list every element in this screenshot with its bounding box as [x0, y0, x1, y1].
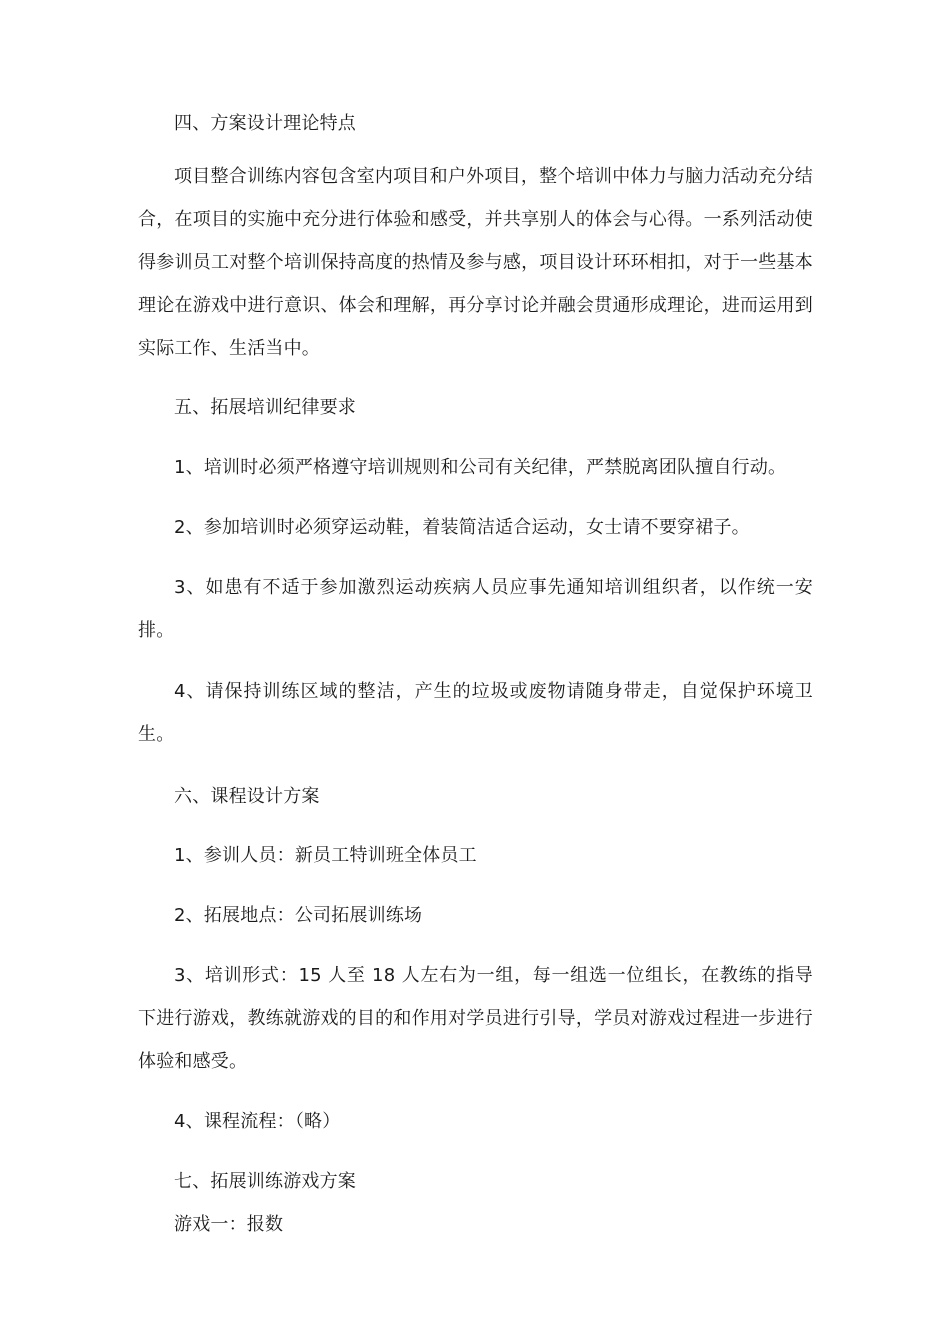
section-heading-4: 四、方案设计理论特点: [174, 113, 356, 134]
section-heading-6: 六、课程设计方案: [174, 786, 320, 807]
section-6-item-1: 1、参训人员：新员工特训班全体员工: [174, 845, 477, 866]
section-5-item-1: 1、培训时必须严格遵守培训规则和公司有关纪律，严禁脱离团队擅自行动。: [174, 457, 787, 478]
section-5-item-3: 3、如患有不适于参加激烈运动疾病人员应事先通知培训组织者，以作统一安排。: [138, 577, 813, 641]
game-1-heading: 游戏一：报数: [174, 1214, 284, 1235]
section-heading-5: 五、拓展培训纪律要求: [174, 397, 356, 418]
section-4-paragraph: 项目整合训练内容包含室内项目和户外项目，整个培训中体力与脑力活动充分结合，在项目的实施中充分进行体验和感受，并共享别人的体会与心得。一系列活动使得参训员工对整个培训保持高度的热情及参与感，项目设计环环相扣，对于一些基本理论在游戏中进行意识、体会和理解，再分享讨论并融会贯通形成理论，进而运用到实际工作、生活当中。: [138, 166, 813, 359]
section-5-item-2: 2、参加培训时必须穿运动鞋，着装简洁适合运动，女士请不要穿裙子。: [174, 517, 750, 538]
section-heading-7: 七、拓展训练游戏方案: [174, 1171, 356, 1192]
section-5-item-4: 4、请保持训练区域的整洁，产生的垃圾或废物请随身带走，自觉保护环境卫生。: [138, 681, 813, 745]
section-6-item-3: 3、培训形式：15 人至 18 人左右为一组，每一组选一位组长，在教练的指导下进行游戏，教练就游戏的目的和作用对学员进行引导，学员对游戏过程进一步进行体验和感受。: [138, 965, 813, 1072]
section-6-item-2: 2、拓展地点：公司拓展训练场: [174, 905, 423, 926]
section-6-item-4: 4、课程流程：（略）: [174, 1111, 341, 1132]
